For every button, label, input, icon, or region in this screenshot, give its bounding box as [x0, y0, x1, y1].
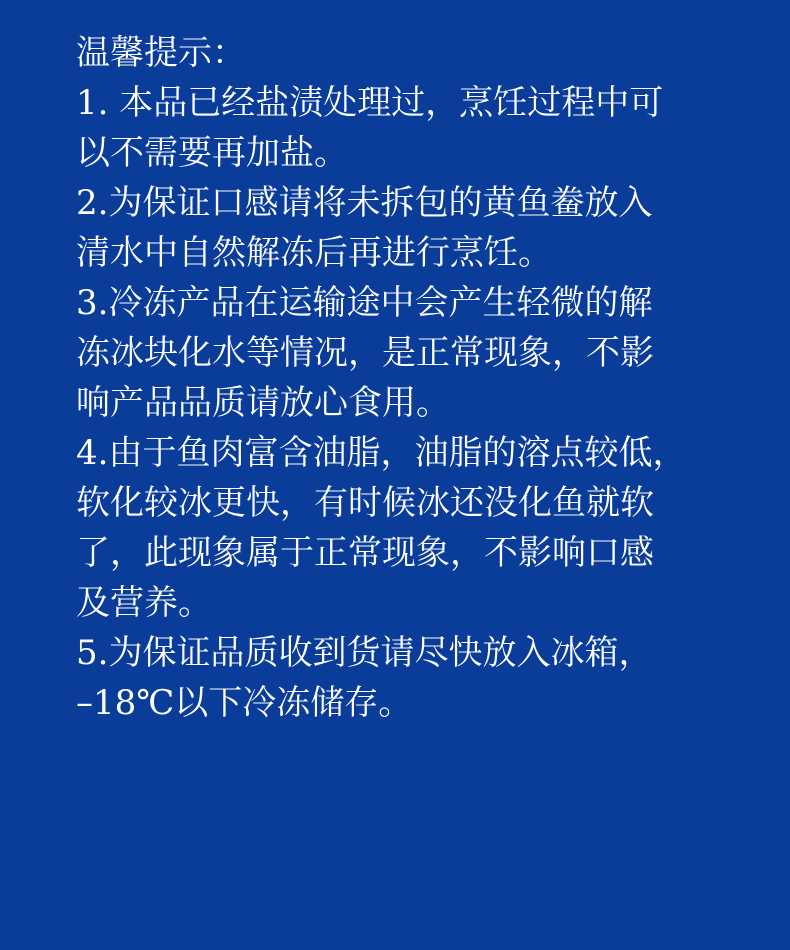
notice-line-item-4-continued-1: 软化较冰更快，有时候冰还没化鱼就软: [76, 483, 654, 523]
notice-line-item-1-continued: 以不需要再加盐。: [76, 133, 348, 173]
notice-line-item-3-continued-2: 响产品品质请放心食用。: [76, 383, 450, 423]
notice-line-item-5: 5.为保证品质收到货请尽快放入冰箱，: [76, 633, 653, 673]
notice-line-item-4-continued-3: 及营养。: [76, 583, 212, 623]
notice-line-item-2-continued: 清水中自然解冻后再进行烹饪。: [76, 233, 552, 273]
notice-line-item-5-continued: –18℃以下冷冻储存。: [76, 683, 413, 723]
notice-panel: [76, 28, 746, 728]
notice-line-item-1: 1. 本品已经盐渍处理过，烹饪过程中可: [76, 83, 664, 123]
notice-line-item-4: 4.由于鱼肉富含油脂，油脂的溶点较低，: [76, 433, 687, 473]
notice-line-item-3-continued-1: 冻冰块化水等情况，是正常现象，不影: [76, 333, 654, 373]
notice-line-item-4-continued-2: 了，此现象属于正常现象，不影响口感: [76, 533, 654, 573]
notice-title: 温馨提示：: [76, 33, 246, 73]
notice-line-item-2: 2.为保证口感请将未拆包的黄鱼鲞放入: [76, 183, 653, 223]
notice-line-item-3: 3.冷冻产品在运输途中会产生轻微的解: [76, 283, 653, 323]
